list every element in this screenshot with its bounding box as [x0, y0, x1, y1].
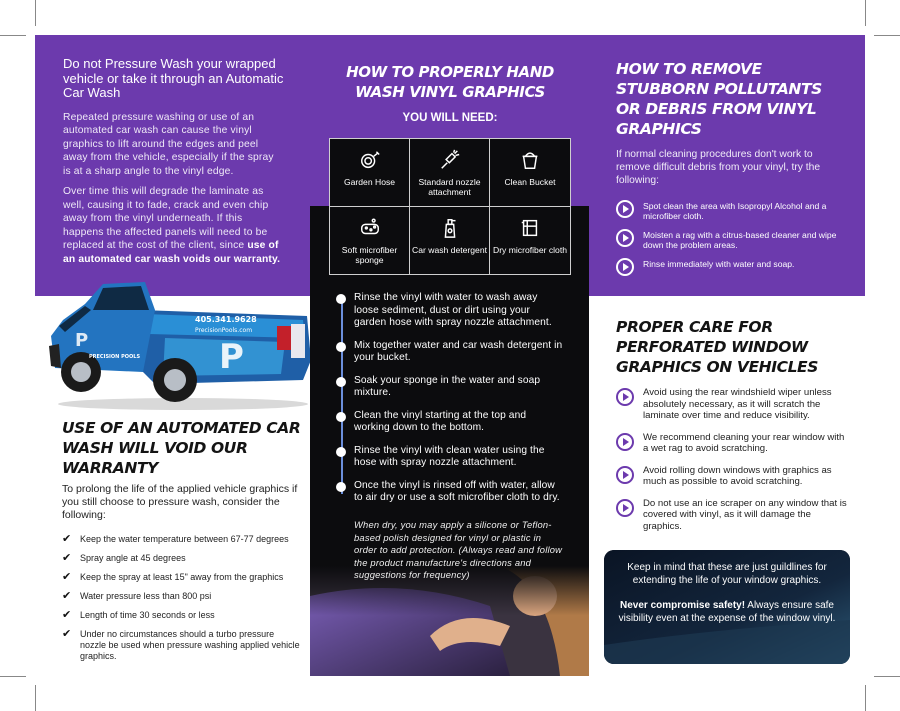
safety-note-text [604, 561, 850, 625]
checkmark-icon: ✔ [62, 628, 72, 640]
detergent-bottle-icon [439, 217, 461, 239]
list-item: Avoid rolling down windows with graphics as much as possible to avoid scratching. [616, 465, 848, 488]
warning-paragraph: Over time this will degrade the laminate as well, causing it to fade, crack and even chip away from the vinyl underneath. If this happens the affected panels will need to be replaced at the cost of the client, since use of an automated car wash voids our warranty. [63, 186, 281, 265]
window-care-section [616, 317, 848, 542]
you-will-need-label: YOU WILL NEED: [402, 112, 498, 124]
list-item: Do not use an ice scraper on any window that is covered with vinyl, as it will damage the graphics. [616, 498, 848, 533]
svg-text:P: P [219, 337, 244, 377]
list-item: Spot clean the area with Isopropyl Alcohol and a microfiber cloth. [616, 201, 843, 221]
garden-hose-icon [359, 149, 381, 171]
crop-mark [865, 0, 866, 26]
play-circle-icon [616, 388, 634, 406]
timeline-dot [336, 482, 346, 492]
crop-mark [0, 35, 26, 36]
supply-label: Standard nozzle attachment [418, 177, 481, 197]
supply-label: Dry microfiber cloth [492, 244, 568, 255]
warranty-void-emphasis: use of an automated car wash voids our warranty. [63, 240, 281, 265]
supply-bucket [490, 139, 570, 207]
play-circle-icon [616, 466, 634, 484]
truck-website: PrecisionPools.com [195, 327, 253, 334]
list-item: ✔ Water pressure less than 800 psi [62, 590, 212, 602]
spray-nozzle-icon [439, 149, 461, 171]
supply-label: Clean Bucket [504, 177, 556, 187]
supply-sponge [330, 207, 410, 275]
list-item: ✔ Length of time 30 seconds or less [62, 609, 215, 621]
stubborn-debris-panel [589, 35, 865, 296]
svg-text:P: P [75, 330, 89, 351]
supply-nozzle [410, 139, 490, 207]
window-care-heading: PROPER CARE FOR PERFORATED WINDOW GRAPHICS ON VEHICLES [616, 318, 819, 376]
checkmark-icon: ✔ [62, 609, 72, 621]
timeline-dot [336, 412, 346, 422]
list-item: Rinse immediately with water and soap. [616, 259, 843, 279]
guidelines-note: Keep in mind that these are just guildlines for extending the life of your window graphics. [627, 562, 827, 586]
safety-note-box [604, 550, 850, 664]
timeline-dot [336, 447, 346, 457]
supply-label: Car wash detergent [412, 244, 487, 255]
safety-note: Never compromise safety! Always ensure safe visibility even at the expense of the window vinyl. [618, 600, 836, 624]
bucket-icon [519, 149, 541, 171]
crop-mark [874, 676, 900, 677]
wash-step: Mix together water and car wash detergent in your bucket. [332, 340, 564, 365]
supply-label: Garden Hose [343, 177, 396, 187]
wash-step: Clean the vinyl starting at the top and working down to the bottom. [332, 410, 564, 435]
list-item: ✔ Under no circumstances should a turbo pressure nozzle be used when pressure washing applied vehicle graphics. [62, 628, 300, 661]
play-circle-icon [616, 229, 634, 247]
list-item: Avoid using the rear windshield wiper unless absolutely necessary, as it will scratch the laminate over time and reduce visibility. [616, 387, 848, 422]
wash-steps-timeline [332, 292, 564, 515]
play-circle-icon [616, 499, 634, 517]
wash-step: Soak your sponge in the water and soap mixture. [332, 375, 564, 400]
warranty-section [62, 418, 302, 670]
debris-heading: HOW TO REMOVE STUBBORN POLLUTANTS OR DEBRIS FROM VINYL GRAPHICS [616, 60, 822, 138]
timeline-dot [336, 342, 346, 352]
checkmark-icon: ✔ [62, 590, 72, 602]
hand-wash-title: HOW TO PROPERLY HAND WASH VINYL GRAPHICS [346, 63, 554, 101]
wash-step: Rinse the vinyl with clean water using the hose with spray nozzle attachment. [332, 445, 564, 470]
crop-mark [865, 685, 866, 711]
list-item: We recommend cleaning your rear window with a wet rag to avoid scratching. [616, 432, 848, 455]
checkmark-icon: ✔ [62, 552, 72, 564]
warranty-intro: To prolong the life of the applied vehicle graphics if you still choose to pressure wash, consider the following: [62, 483, 298, 521]
polish-note: When dry, you may apply a silicone or Teflon-based polish designed for vinyl or plastic in order to add protection. (Always read and follow the product manufacture's directions and suggestions for frequency) [354, 519, 563, 580]
supply-cloth [490, 207, 570, 275]
debris-lead: If normal cleaning procedures don't work to remove difficult debris from your vinyl, try the following: [616, 149, 821, 186]
checkmark-icon: ✔ [62, 571, 72, 583]
sponge-icon [359, 217, 381, 239]
play-circle-icon [616, 258, 634, 276]
safety-emphasis: Never compromise safety! [620, 600, 746, 611]
play-circle-icon [616, 433, 634, 451]
warning-heading: Do not Pressure Wash your wrapped vehicle or take it through an Automatic Car Wash [63, 56, 284, 100]
crop-mark [35, 685, 36, 711]
wash-step: Once the vinyl is rinsed off with water, allow to air dry or use a soft microfiber cloth to dry. [332, 480, 564, 505]
list-item: ✔ Spray angle at 45 degrees [62, 552, 186, 564]
wash-step: Rinse the vinyl with water to wash away loose sediment, dust or dirt using your garden hose with spray nozzle attachment. [332, 292, 564, 330]
supplies-grid [329, 138, 571, 275]
warning-paragraph: Repeated pressure washing or use of an automated car wash can cause the vinyl graphics to lift around the edges and peel away from the vehicle, especially if the spray is at a sharp angle to the vinyl edge. [63, 111, 274, 177]
truck-brand: PRECISION POOLS [89, 354, 141, 360]
pressure-wash-tips-list [62, 534, 302, 662]
supply-garden-hose [330, 139, 410, 207]
checkmark-icon: ✔ [62, 533, 72, 545]
woman-washing-car-photo [310, 566, 589, 676]
play-circle-icon [616, 200, 634, 218]
truck-phone: 405.341.9628 [195, 315, 257, 324]
supply-label: Soft microfiber sponge [341, 244, 398, 265]
list-item: ✔ Keep the water temperature between 67-77 degrees [62, 533, 289, 545]
timeline-dot [336, 377, 346, 387]
warranty-heading: USE OF AN AUTOMATED CAR WASH WILL VOID OUR WARRANTY [62, 419, 301, 477]
cloth-icon [519, 217, 541, 239]
crop-mark [35, 0, 36, 26]
crop-mark [874, 35, 900, 36]
wrapped-truck-image [45, 276, 313, 411]
list-item: Moisten a rag with a citrus-based cleaner and wipe down the problem areas. [616, 230, 843, 250]
pressure-wash-warning-panel [35, 35, 310, 296]
crop-mark [0, 676, 26, 677]
supply-detergent [410, 207, 490, 275]
timeline-dot [336, 294, 346, 304]
list-item: ✔ Keep the spray at least 15" away from the graphics [62, 571, 284, 583]
